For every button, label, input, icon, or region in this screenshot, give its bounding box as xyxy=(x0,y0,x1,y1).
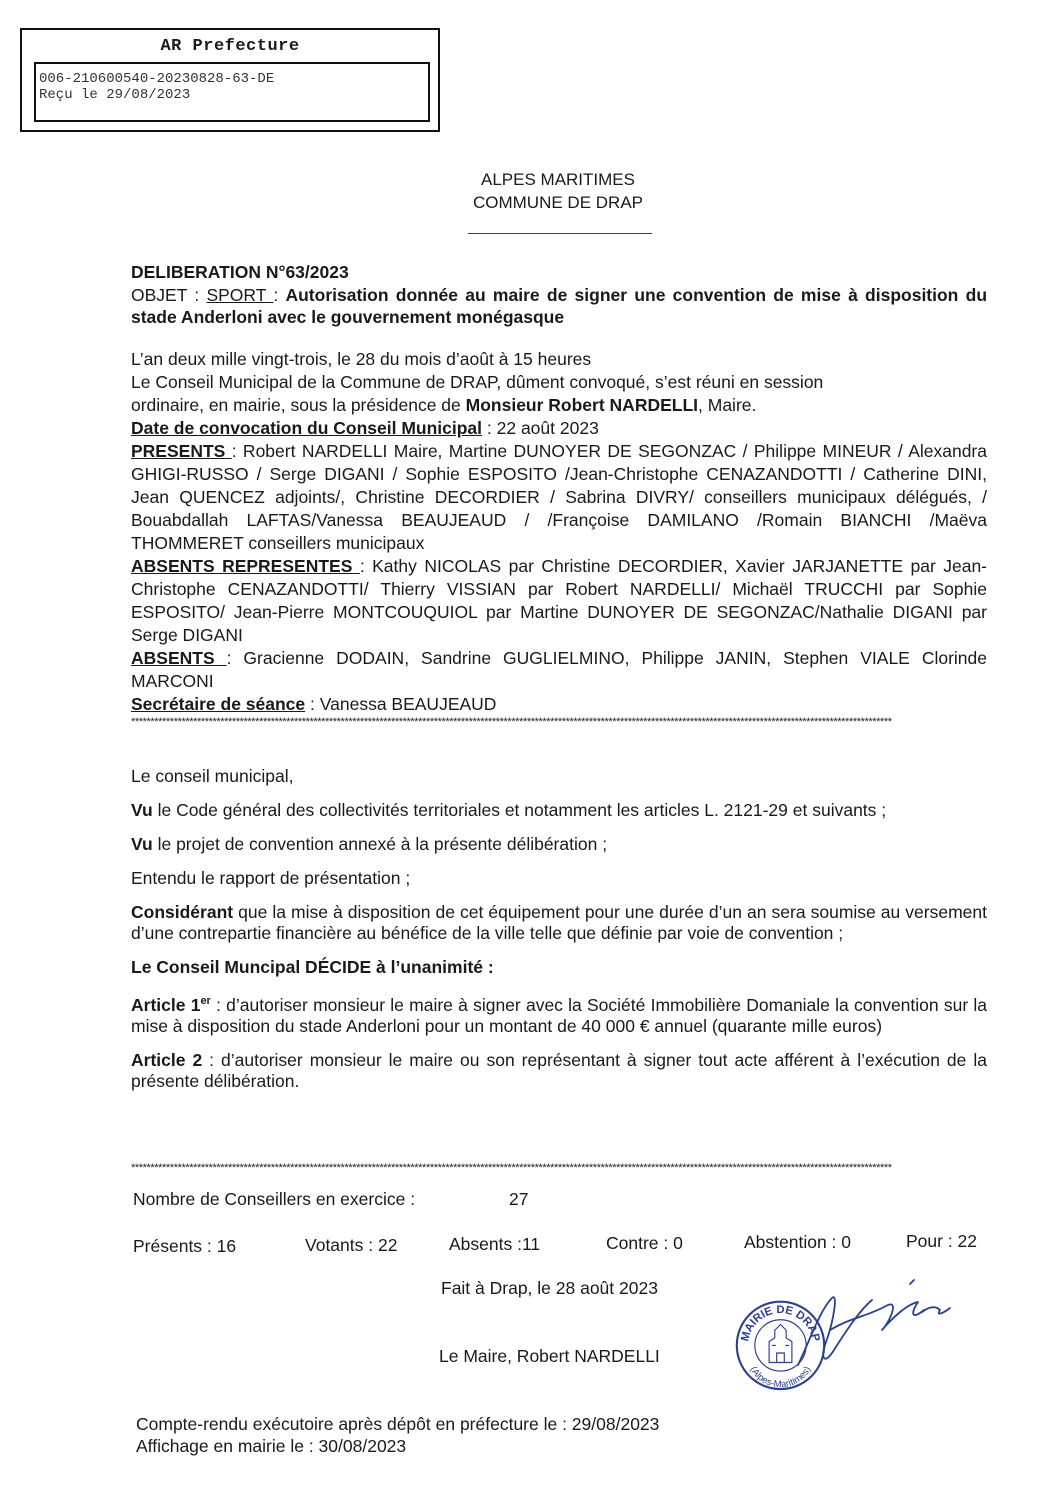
vu2-text: le projet de convention annexé à la présente délibération ; xyxy=(152,834,608,854)
session-convocation-line: Le Conseil Municipal de la Commune de DRAP, dûment convoqué, s’est réuni en session xyxy=(131,372,824,392)
vote-pour: Pour : 22 xyxy=(906,1231,978,1251)
article-2-label: Article 2 xyxy=(131,1049,203,1070)
vu-projet-convention xyxy=(131,834,987,855)
separator-top: **************************************************************************************************************************************************************************************************** xyxy=(131,716,892,728)
convocation-label: Date de convocation du Conseil Municipal xyxy=(131,418,483,438)
absents-represented-label: ABSENTS REPRESENTES xyxy=(131,556,360,576)
objet-label: OBJET : xyxy=(131,284,207,305)
article-2-text: : d’autoriser monsieur le maire ou son représentant à signer tout acte afférent à l’exécution de la présente délibération. xyxy=(131,1049,987,1091)
ar-prefecture-stamp xyxy=(20,28,440,132)
article-1 xyxy=(131,991,987,1037)
absents-list xyxy=(131,647,987,693)
compte-rendu-executoire: Compte-rendu exécutoire après dépôt en préfecture le : 29/08/2023 xyxy=(136,1414,660,1434)
considerant-text: que la mise à disposition de cet équipement pour une durée d’un an sera soumise au versement d’une contrepartie financière au bénéfice de la ville telle que définie par voie de convention ; xyxy=(131,902,987,943)
deliberation-number: DELIBERATION N°63/2023 xyxy=(131,262,349,282)
ar-stamp-reference: 006-210600540-20230828-63-DE xyxy=(39,71,275,87)
presents-list xyxy=(131,440,987,555)
fait-a-drap: Fait à Drap, le 28 août 2023 xyxy=(441,1278,658,1298)
secretaire-seance xyxy=(131,693,987,716)
decision-heading: Le Conseil Muncipal DÉCIDE à l’unanimité : xyxy=(131,957,494,977)
maire-name: Le Maire, Robert NARDELLI xyxy=(439,1346,660,1366)
secretaire-value: : Vanessa BEAUJEAUD xyxy=(305,694,497,714)
presents-label: PRESENTS xyxy=(131,441,232,461)
deliberation-heading xyxy=(131,261,987,328)
deliberation-objet xyxy=(131,284,987,328)
vote-presents: Présents : 16 xyxy=(133,1236,237,1256)
ar-stamp-received-date: Reçu le 29/08/2023 xyxy=(39,87,191,103)
objet-category: SPORT xyxy=(206,284,274,305)
vote-votants: Votants : 22 xyxy=(305,1235,398,1255)
convocation-date xyxy=(131,417,987,440)
absents-text: : Gracienne DODAIN, Sandrine GUGLIELMINO, Philippe JANIN, Stephen VIALE Clorinde MARCONI xyxy=(131,648,987,691)
session-presidence-line xyxy=(131,394,987,417)
article-1-superscript: er xyxy=(200,995,211,1007)
presents-text: : Robert NARDELLI Maire, Martine DUNOYER DE SEGONZAC / Philippe MINEUR / Alexandra GHIGI-RUSSO / Serge DIGANI / Sophie ESPOSITO /Jean-Christophe CENAZANDOTTI / Catherine DINI, Jean QUENCEZ adjoints/, Christine DECORDIER / Sabrina DIVRY/ conseillers municipaux délégués, / Bouabdallah LAFTAS/Vanessa BEAUJEAUD / /Françoise DAMILANO /Romain BIANCHI /Maëva THOMMERET conseillers municipaux xyxy=(131,441,987,553)
seal-top-text: MAIRIE DE DRAP xyxy=(739,1304,822,1343)
separator-bottom: **************************************************************************************************************************************************************************************************** xyxy=(131,1162,892,1174)
conseillers-value: 27 xyxy=(509,1189,529,1209)
article-1-label: Article 1 xyxy=(131,994,201,1015)
vote-absents: Absents :11 xyxy=(449,1234,541,1254)
vu1-text: le Code général des collectivités territoriales et notamment les articles L. 2121-29 et suivants ; xyxy=(152,800,887,820)
decision-section xyxy=(131,766,987,1092)
mayor-signature xyxy=(790,1270,960,1380)
considerant xyxy=(131,902,987,944)
presidence-text: ordinaire, en mairie, sous la présidence de xyxy=(131,395,466,415)
department-name: ALPES MARITIMES xyxy=(481,170,635,189)
session-details xyxy=(131,348,987,716)
secretaire-label: Secrétaire de séance xyxy=(131,694,306,714)
objet-colon: : xyxy=(273,284,286,305)
header-divider xyxy=(468,233,652,234)
entendu-rapport: Entendu le rapport de présentation ; xyxy=(131,868,411,888)
absents-label: ABSENTS xyxy=(131,648,227,668)
article-2 xyxy=(131,1050,987,1092)
president-name: Monsieur Robert NARDELLI xyxy=(465,395,699,415)
absents-represented-list xyxy=(131,555,987,647)
absents-represented-text: : Kathy NICOLAS par Christine DECORDIER, Xavier JARJANETTE par Jean-Christophe CENAZANDOTTI/ Thierry VISSIAN par Robert NARDELLI/ Michaël TRUCCHI par Sophie ESPOSITO/ Jean-Pierre MONTCOUQUIOL par Martine DUNOYER DE SEGONZAC/Nathalie DIGANI par Serge DIGANI xyxy=(131,556,987,645)
seal-emblem-icon xyxy=(769,1325,792,1363)
conseillers-label: Nombre de Conseillers en exercice : xyxy=(133,1189,416,1209)
vote-contre: Contre : 0 xyxy=(606,1233,683,1253)
vu2-label: Vu xyxy=(131,834,153,854)
presidence-end: , Maire. xyxy=(698,395,757,415)
convocation-value: : 22 août 2023 xyxy=(482,418,599,438)
considerant-label: Considérant xyxy=(131,902,234,922)
ar-stamp-title: AR Prefecture xyxy=(160,37,300,56)
seal-bottom-text: (Alpes-Maritimes) xyxy=(747,1364,814,1391)
affichage-mairie: Affichage en mairie le : 30/08/2023 xyxy=(136,1436,407,1456)
vote-abstention: Abstention : 0 xyxy=(744,1232,852,1252)
commune-name: COMMUNE DE DRAP xyxy=(472,193,643,212)
decision-intro: Le conseil municipal, xyxy=(131,766,294,786)
objet-text: Autorisation donnée au maire de signer une convention de mise à disposition du stade Anderloni avec le gouvernement monégasque xyxy=(131,284,988,327)
ar-stamp-details xyxy=(34,62,430,122)
article-1-text: : d’autoriser monsieur le maire à signer avec la Société Immobilière Domaniale la convention sur la mise à disposition du stade Anderloni pour un montant de 40 000 € annuel (quarante mille euros) xyxy=(131,994,988,1036)
vu1-label: Vu xyxy=(131,800,153,820)
session-date-line: L’an deux mille vingt-trois, le 28 du mois d’août à 15 heures xyxy=(131,349,592,369)
vu-code-general xyxy=(131,800,987,821)
